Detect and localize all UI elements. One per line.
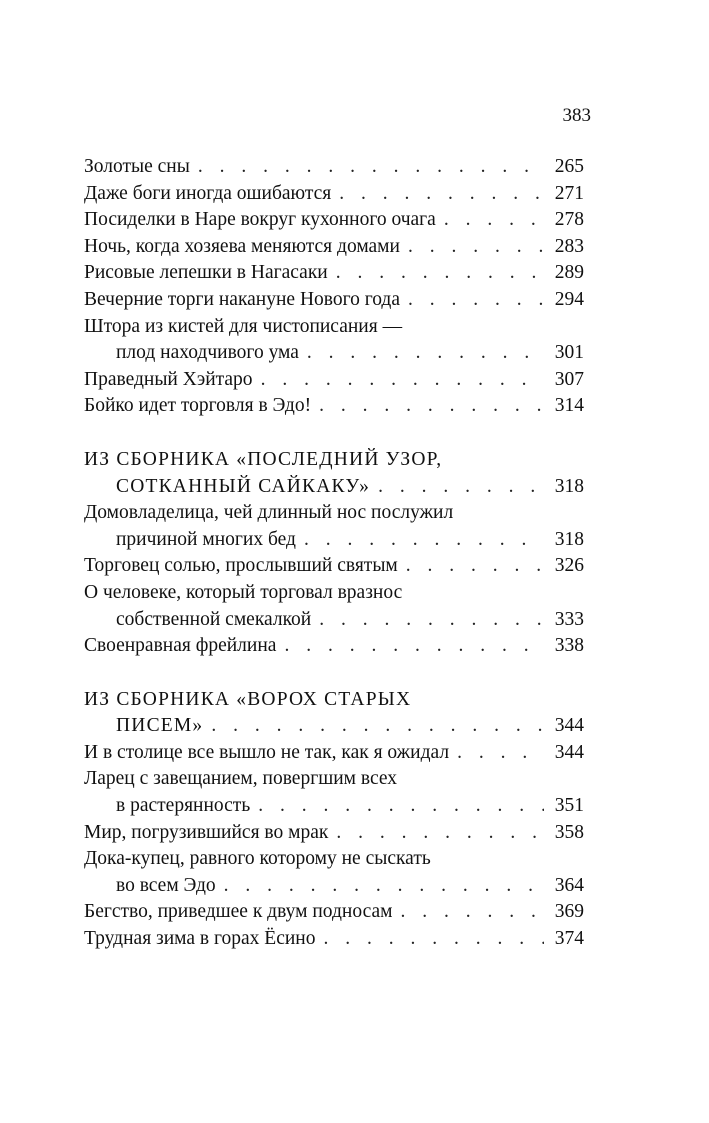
toc-entry (84, 154, 584, 181)
entry-title-text: Трудная зима в горах Ёсино (84, 928, 316, 950)
toc-line (84, 314, 584, 341)
toc-line (84, 527, 584, 554)
toc-line (84, 474, 584, 501)
entry-page-number: 314 (554, 395, 584, 417)
entry-title-text: Вечерние торги накануне Нового года (84, 288, 401, 310)
toc-entry (84, 287, 584, 314)
dot-leader (261, 367, 544, 394)
entry-title-text: Праведный Хэйтаро (84, 368, 253, 390)
dot-leader (198, 154, 544, 181)
toc-line (84, 393, 584, 420)
entry-title-text: Торговец солью, прослывший святым (84, 555, 398, 577)
dot-leader (284, 633, 544, 660)
entry-title-text: Штора из кистей для чистописания — (84, 315, 403, 337)
toc-line (84, 367, 584, 394)
toc-entry (84, 740, 584, 767)
dot-leader (378, 474, 544, 501)
dot-leader (336, 260, 544, 287)
entry-page-number: 318 (554, 528, 584, 550)
entry-page-number: 283 (554, 235, 584, 257)
toc-line (84, 154, 584, 181)
toc-line (84, 713, 584, 740)
entry-page-number: 307 (554, 368, 584, 390)
toc-line (84, 607, 584, 634)
toc-entry (84, 181, 584, 208)
toc-line (84, 500, 584, 527)
toc-entry (84, 367, 584, 394)
toc-line (84, 447, 584, 474)
toc-entry (84, 899, 584, 926)
entry-title-text: собственной смекалкой (116, 608, 312, 630)
toc-line (84, 846, 584, 873)
section-heading-text: СОТКАННЫЙ САЙКАКУ» (116, 475, 371, 497)
entry-title-text: во всем Эдо (116, 874, 216, 896)
entry-page-number: 344 (554, 715, 584, 737)
toc-line (84, 207, 584, 234)
dot-leader (339, 181, 544, 208)
entry-title-text: И в столице все вышло не так, как я ожидал (84, 741, 450, 763)
entry-title-text: Дока-купец, равного которому не сыскать (84, 848, 431, 870)
dot-leader (211, 713, 544, 740)
entry-page-number: 294 (554, 288, 584, 310)
toc-line (84, 687, 584, 714)
toc-line (84, 234, 584, 261)
dot-leader (319, 393, 544, 420)
entry-page-number: 318 (554, 475, 584, 497)
entry-title-text: Посиделки в Наре вокруг кухонного очага (84, 209, 436, 231)
toc-entry (84, 633, 584, 660)
entry-title-text: Даже боги иногда ошибаются (84, 182, 332, 204)
dot-leader (400, 899, 544, 926)
toc-entry (84, 260, 584, 287)
dot-leader (224, 873, 544, 900)
dot-leader (258, 793, 544, 820)
toc-entry (84, 687, 584, 740)
entry-page-number: 338 (554, 635, 584, 657)
dot-leader (457, 740, 544, 767)
dot-leader (444, 207, 544, 234)
toc-entry (84, 766, 584, 819)
dot-leader (323, 926, 544, 953)
entry-title-text: плод находчивого ума (116, 342, 299, 364)
page-number: 383 (562, 105, 591, 126)
entry-title-text: Ночь, когда хозяева меняются домами (84, 235, 400, 257)
toc-section (84, 154, 584, 420)
entry-title-text: Бегство, приведшее к двум подносам (84, 901, 393, 923)
dot-leader (307, 340, 544, 367)
entry-title-text: О человеке, который торговал вразнос (84, 581, 403, 603)
entry-page-number: 301 (554, 342, 584, 364)
entry-page-number: 374 (554, 928, 584, 950)
toc-entry (84, 500, 584, 553)
dot-leader (408, 287, 544, 314)
entry-title-text: Золотые сны (84, 156, 190, 177)
entry-page-number: 265 (554, 156, 584, 177)
toc-line (84, 553, 584, 580)
toc-line (84, 873, 584, 900)
toc-line (84, 926, 584, 953)
toc-entry (84, 580, 584, 633)
toc-line (84, 340, 584, 367)
entry-title-text: Домовладелица, чей длинный нос послужил (84, 502, 454, 524)
toc-section (84, 447, 584, 660)
dot-leader (408, 234, 544, 261)
dot-leader (336, 820, 544, 847)
entry-page-number: 351 (554, 795, 584, 817)
entry-page-number: 364 (554, 874, 584, 896)
entry-page-number: 344 (554, 741, 584, 763)
entry-page-number: 271 (554, 182, 584, 204)
entry-title-text: Своенравная фрейлина (84, 635, 277, 657)
entry-page-number: 326 (554, 555, 584, 577)
toc-entry (84, 846, 584, 899)
entry-page-number: 369 (554, 901, 584, 923)
toc-entry (84, 234, 584, 261)
toc-line (84, 260, 584, 287)
entry-page-number: 358 (554, 821, 584, 843)
section-heading-text: ИЗ СБОРНИКА «ПОСЛЕДНИЙ УЗОР, (84, 448, 443, 470)
toc-line (84, 287, 584, 314)
dot-leader (319, 607, 544, 634)
toc-line (84, 740, 584, 767)
dot-leader (304, 527, 544, 554)
toc-line (84, 580, 584, 607)
entry-title-text: Мир, погрузившийся во мрак (84, 821, 329, 843)
toc-entry (84, 820, 584, 847)
entry-title-text: Рисовые лепешки в Нагасаки (84, 262, 328, 284)
toc-line (84, 793, 584, 820)
toc-entry (84, 447, 584, 500)
toc-entry (84, 926, 584, 953)
toc-section (84, 687, 584, 953)
toc-line (84, 899, 584, 926)
entry-page-number: 289 (554, 262, 584, 284)
section-heading-text: ИЗ СБОРНИКА «ВОРОХ СТАРЫХ (84, 688, 412, 710)
entry-title-text: Бойко идет торговля в Эдо! (84, 395, 312, 417)
toc-line (84, 820, 584, 847)
table-of-contents (84, 154, 584, 953)
section-heading-text: ПИСЕМ» (116, 715, 204, 737)
entry-title-text: Ларец с завещанием, повергшим всех (84, 768, 397, 790)
toc-line (84, 181, 584, 208)
toc-line (84, 766, 584, 793)
toc-entry (84, 553, 584, 580)
dot-leader (406, 553, 544, 580)
entry-title-text: причиной многих бед (116, 528, 296, 550)
toc-entry (84, 393, 584, 420)
entry-page-number: 278 (554, 209, 584, 231)
toc-line (84, 633, 584, 660)
entry-page-number: 333 (554, 608, 584, 630)
toc-entry (84, 314, 584, 367)
entry-title-text: в растерянность (116, 795, 251, 817)
toc-entry (84, 207, 584, 234)
